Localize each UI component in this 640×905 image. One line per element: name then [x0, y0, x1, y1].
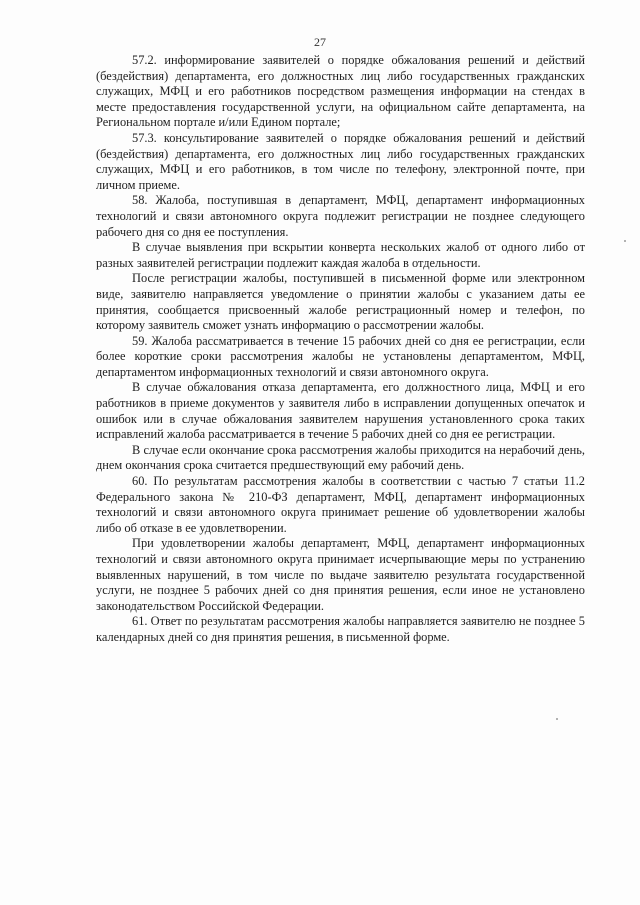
paragraph-59-refusal-appeal: В случае обжалования отказа департамента, его должностного лица, МФЦ и его работников в приеме документов у заявителя либо в исправлении допущенных опечаток и ошибок или в случае обжалования заявителем нарушения установленного срока таких исправлений жалоба рассматривается в течение 5 рабочих дней со дня ее регистрации. [96, 380, 585, 442]
document-body [96, 53, 585, 646]
scan-speck [624, 240, 626, 242]
paragraph-59-non-working-day: В случае если окончание срока рассмотрения жалобы приходится на нерабочий день, днем окончания срока считается предшествующий ему рабочий день. [96, 442, 585, 473]
page-number: 27 [314, 35, 326, 49]
paragraph-58: 58. Жалоба, поступившая в департамент, МФЦ, департамент информационных технологий и связи автономного округа подлежит регистрации не позднее следующего рабочего дня со дня ее поступления. [96, 193, 585, 239]
paragraph-57-2: 57.2. информирование заявителей о порядке обжалования решений и действий (бездействия) департамента, его должностных лиц либо государственных гражданских служащих, МФЦ и его работников посредством размещения информации на стендах в месте предоставления государственной услуги, на официальном сайте департамента, на Региональном портале и/или Едином портале; [96, 53, 585, 130]
paragraph-58-multiple-complaints: В случае выявления при вскрытии конверта нескольких жалоб от одного либо от разных заявителей регистрации подлежит каждая жалоба в отдельности. [96, 240, 585, 270]
paragraph-59: 59. Жалоба рассматривается в течение 15 рабочих дней со дня ее регистрации, если более короткие сроки рассмотрения жалобы не установлены департаментом, МФЦ, департаментом информационных технологий и связи автономного округа. [96, 333, 585, 379]
paragraph-58-notification: После регистрации жалобы, поступившей в письменной форме или электронном виде, заявителю направляется уведомление о принятии жалобы с указанием даты ее принятия, сообщается присвоенный жалобе регистрационный номер и телефон, по которому заявитель сможет узнать информацию о рассмотрении жалобы. [96, 271, 585, 333]
paragraph-57-3: 57.3. консультирование заявителей о порядке обжалования решений и действий (бездействия) департамента, его должностных лиц либо государственных гражданских служащих, МФЦ и его работников, в том числе по телефону, электронной почте, при личном приеме. [96, 130, 585, 192]
paragraph-60-satisfaction: При удовлетворении жалобы департамент, МФЦ, департамент информационных технологий и связи автономного округа принимает исчерпывающие меры по устранению выявленных нарушений, в том числе по выдаче заявителю результата государственной услуги, не позднее 5 рабочих дней со дня принятия решения, если иное не установлено законодательством Российской Федерации. [96, 536, 585, 613]
paragraph-60: 60. По результатам рассмотрения жалобы в соответствии с частью 7 статьи 11.2 Федерального закона № 210-ФЗ департамент, МФЦ, департамент информационных технологий и связи автономного округа принимает решение об удовлетворении жалобы либо об отказе в ее удовлетворении. [96, 474, 585, 535]
scan-speck [556, 718, 558, 720]
paragraph-61: 61. Ответ по результатам рассмотрения жалобы направляется заявителю не позднее 5 календарных дней со дня принятия решения, в письменной форме. [96, 614, 585, 644]
